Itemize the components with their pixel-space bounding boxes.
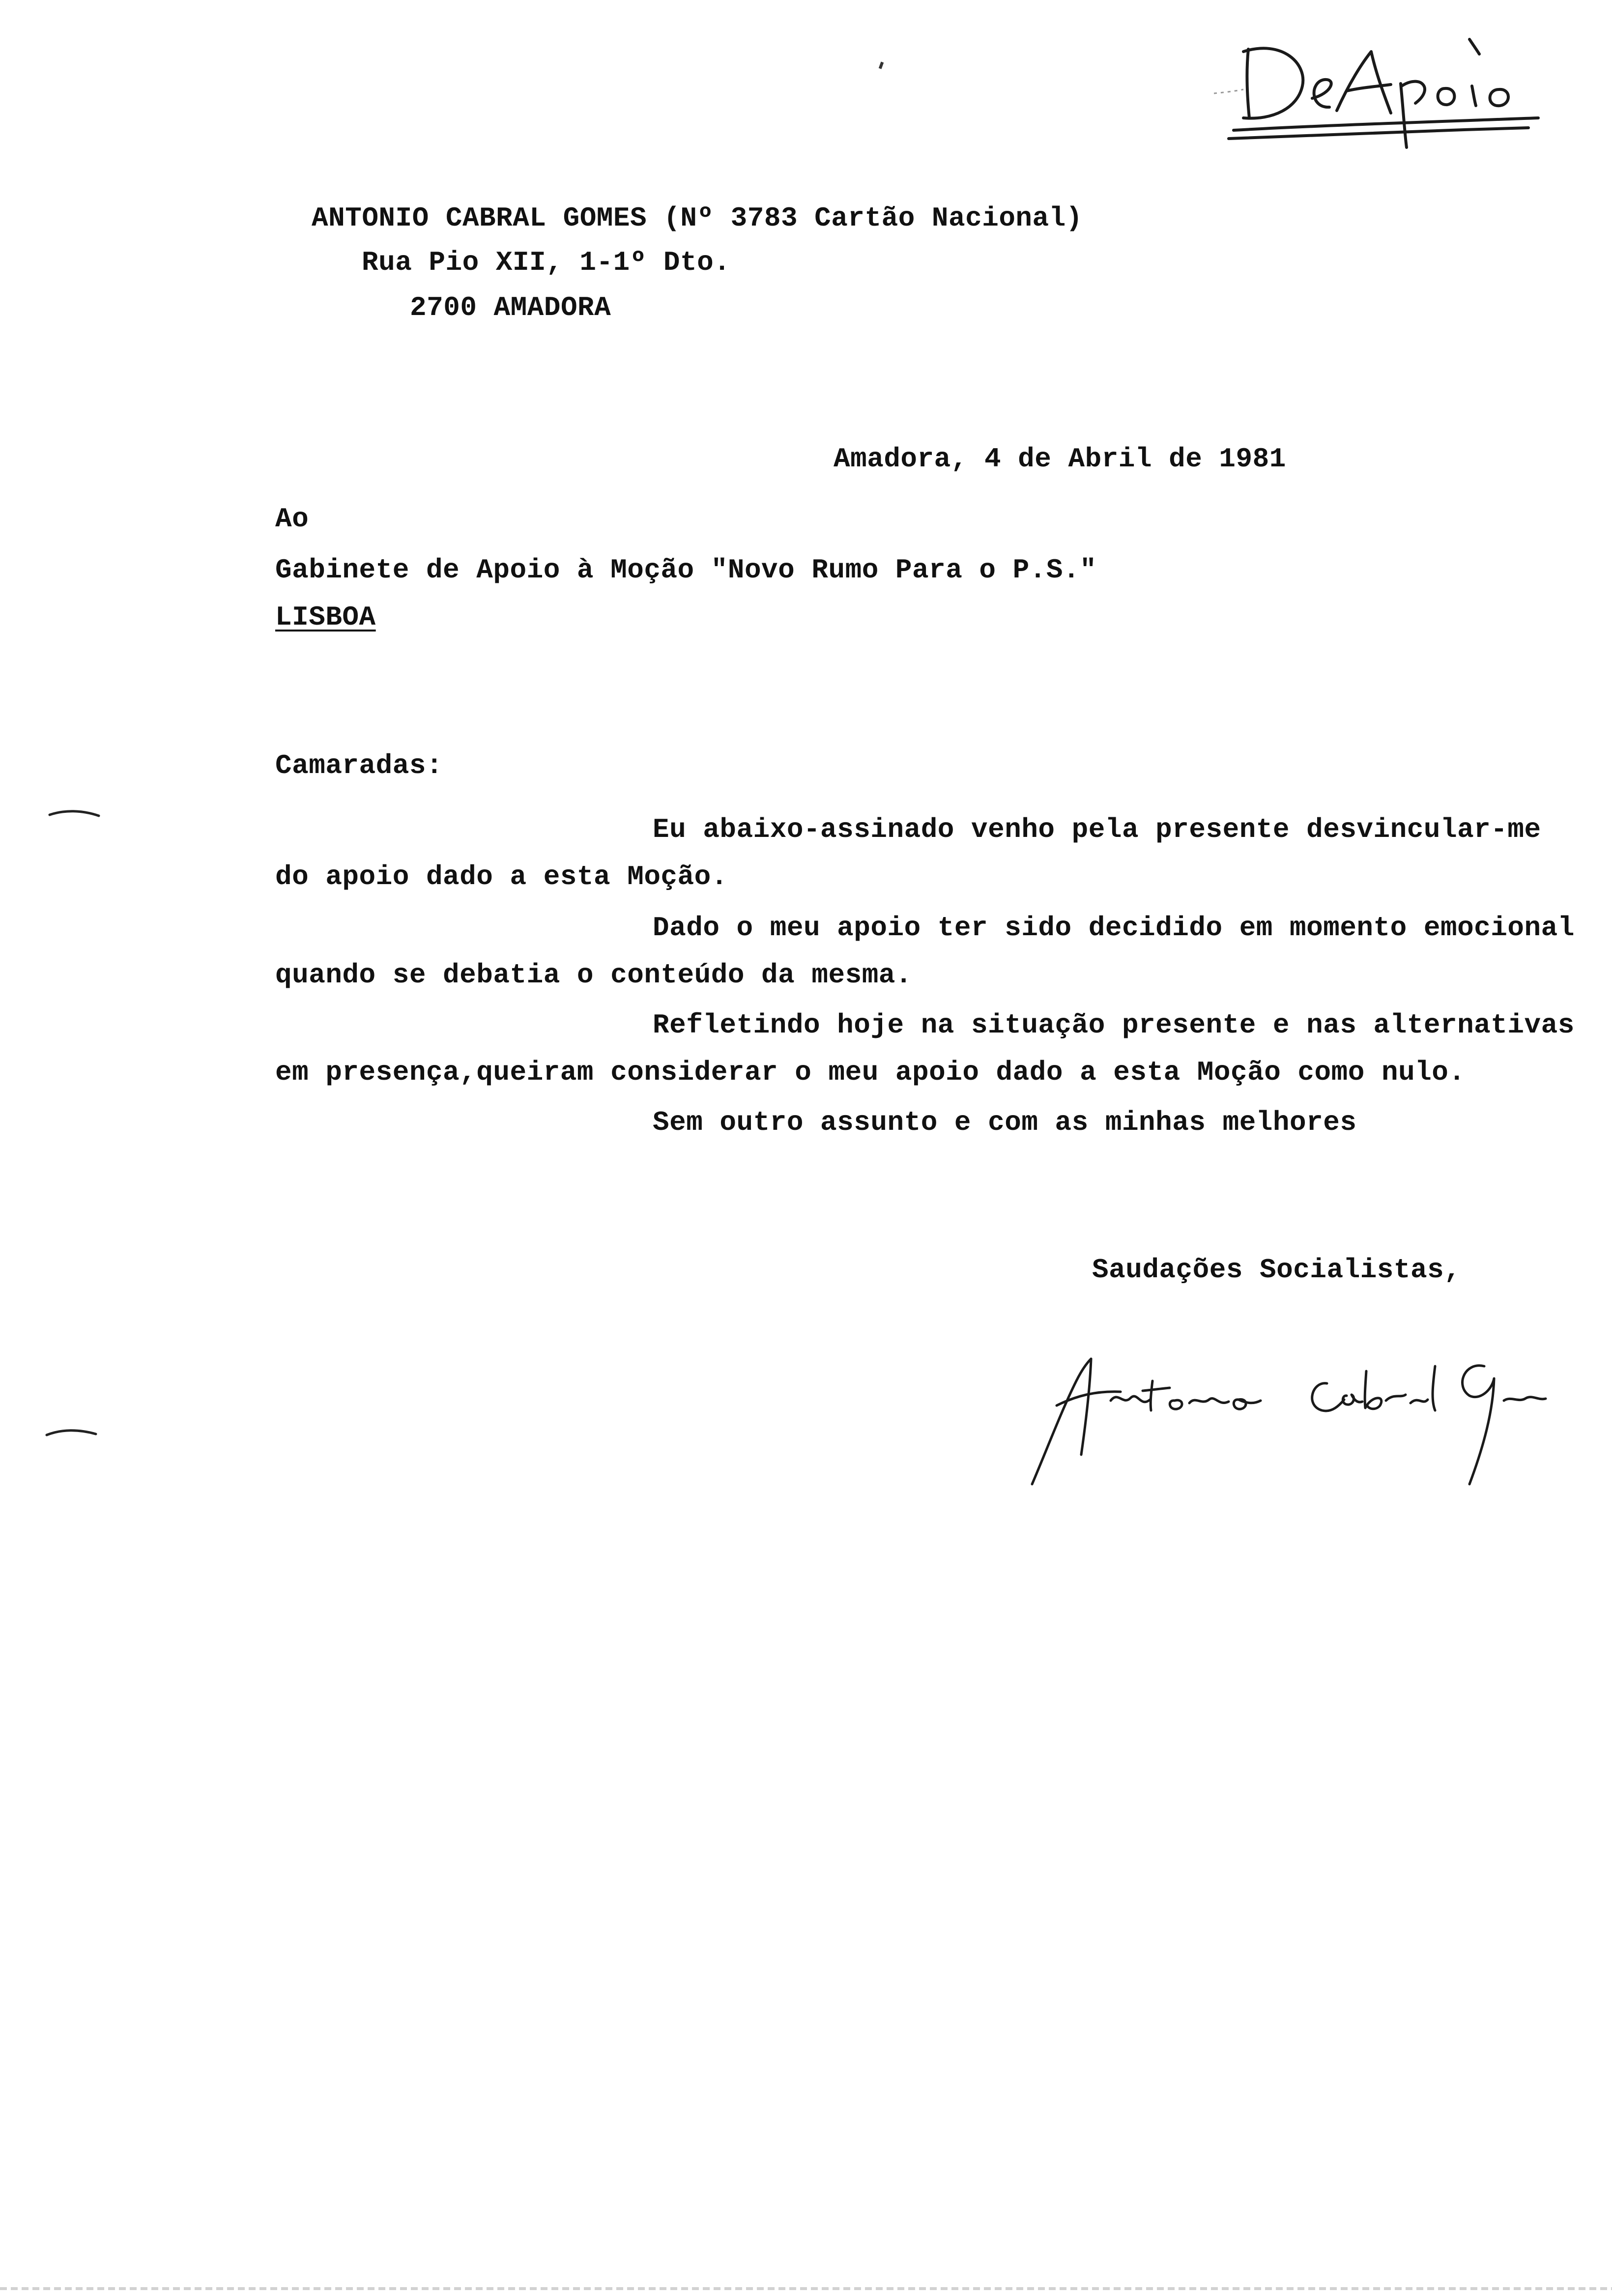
margin-mark [44, 1425, 98, 1440]
handwritten-annotation [1214, 25, 1558, 152]
sender-street: Rua Pio XII, 1-1º Dto. [362, 247, 731, 278]
letter-date: Amadora, 4 de Abril de 1981 [834, 443, 1286, 475]
recipient-city: LISBOA [275, 602, 376, 633]
scan-bottom-edge [0, 2287, 1612, 2290]
recipient-salutation: Ao [275, 503, 309, 535]
closing: Saudações Socialistas, [1092, 1254, 1461, 1286]
body-line: quando se debatia o conteúdo da mesma. [275, 959, 913, 991]
body-line: em presença,queiram considerar o meu apoio dado a esta Moção como nulo. [275, 1057, 1466, 1088]
body-line: do apoio dado a esta Moção. [275, 861, 728, 892]
greeting: Camaradas: [275, 750, 443, 781]
sender-name-line: ANTONIO CABRAL GOMES (Nº 3783 Cartão Nacional) [312, 202, 1083, 234]
body-line: Dado o meu apoio ter sido decidido em momento emocional [653, 912, 1575, 944]
body-line: Sem outro assunto e com as minhas melhores [653, 1107, 1357, 1138]
handwritten-signature [1012, 1337, 1563, 1499]
body-line: Eu abaixo-assinado venho pela presente desvincular-me [653, 814, 1541, 845]
margin-mark [47, 806, 101, 821]
recipient-office: Gabinete de Apoio à Moção "Novo Rumo Para o P.S." [275, 554, 1097, 586]
body-line: Refletindo hoje na situação presente e nas alternativas [653, 1009, 1575, 1041]
stray-mark [879, 61, 884, 69]
sender-city: 2700 AMADORA [410, 292, 611, 323]
